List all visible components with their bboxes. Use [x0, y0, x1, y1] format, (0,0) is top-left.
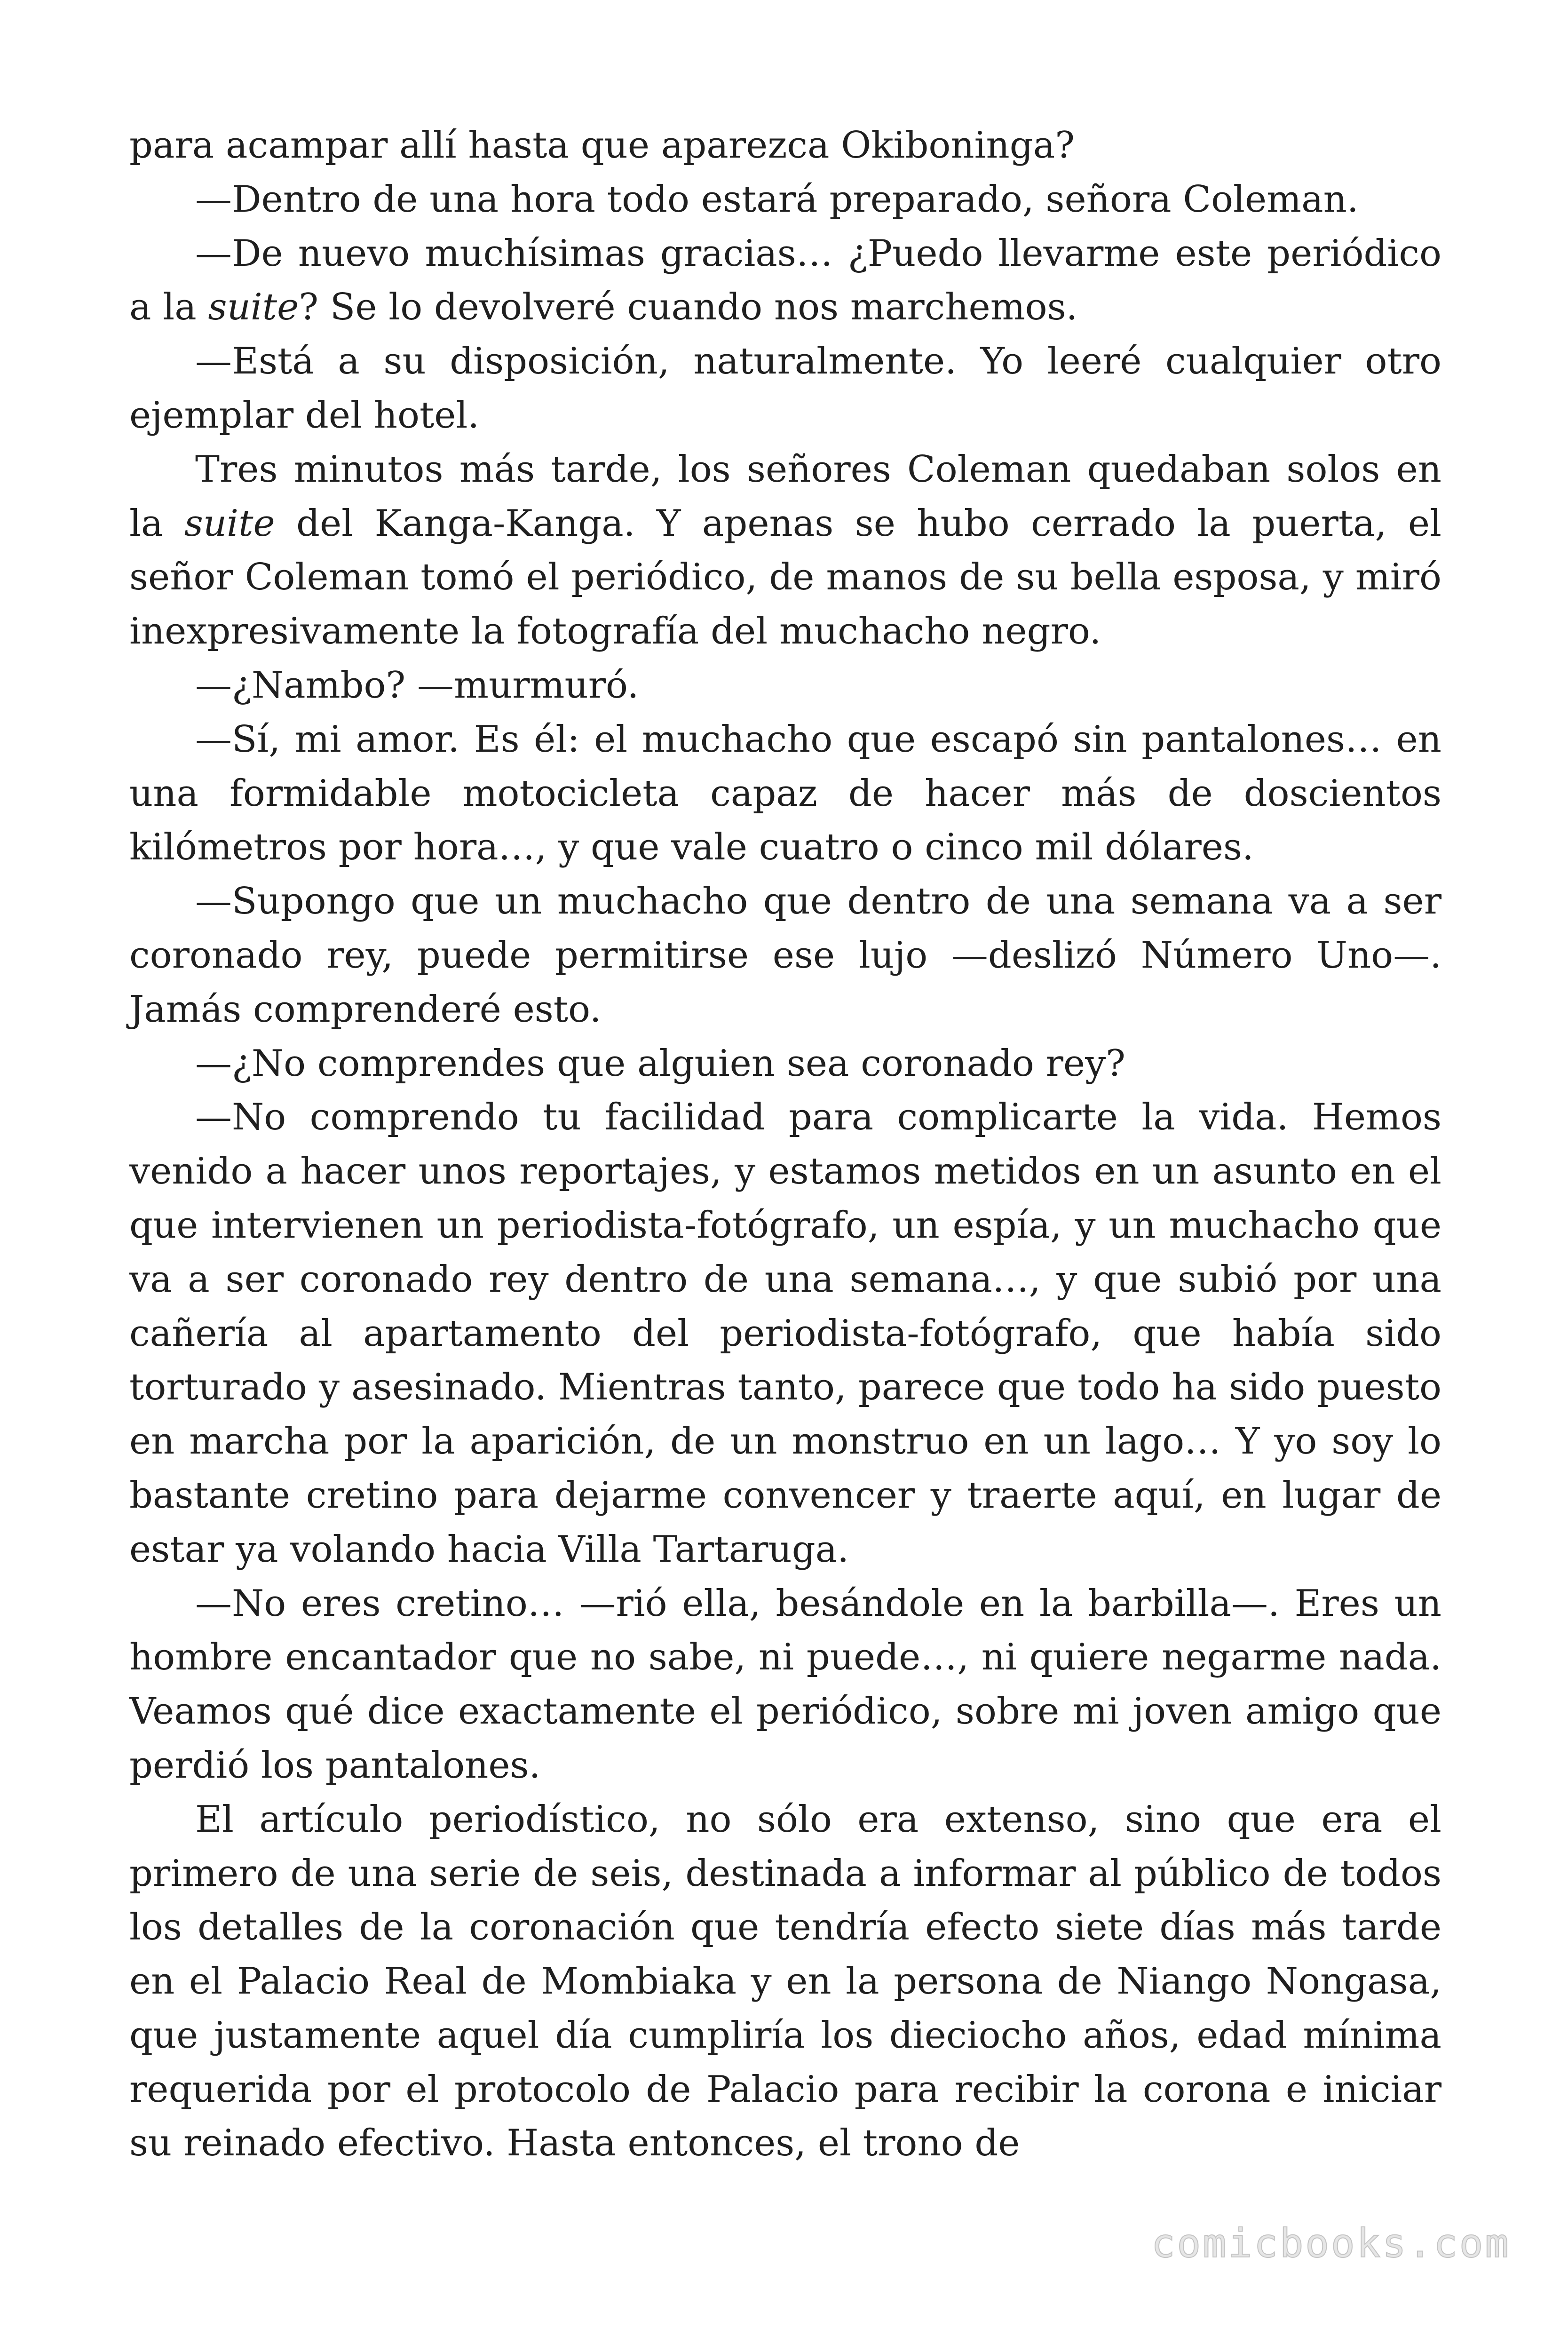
paragraph: —No comprendo tu facilidad para complicarte la vida. Hemos venido a hacer unos reportajes, y estamos metidos en un asunto en el que intervienen un periodista-fotógrafo, un espía, y un muchacho que va a ser coronado rey dentro de una semana…, y que subió por una cañería al apartamento del periodista-fotógrafo, que había sido torturado y asesinado. Mientras tanto, parece que todo ha sido puesto en marcha por la aparición, de un monstruo en un lago… Y yo soy lo bastante cretino para dejarme convencer y traerte aquí, en lugar de estar ya volando hacia Villa Tartaruga. — [129, 1096, 1441, 1571]
paragraph: El artículo periodístico, no sólo era extenso, sino que era el primero de una serie de seis, destinada a informar al público de todos los detalles de la coronación que tendría efecto siete días más tarde en el Palacio Real de Mombiaka y en la persona de Niango Nongasa, que justamente aquel día cumpliría los dieciocho años, edad mínima requerida por el protocolo de Palacio para recibir la corona e iniciar su reinado efectivo. Hasta entonces, el trono de — [129, 1798, 1441, 2165]
paragraph: —Está a su disposición, naturalmente. Yo leeré cualquier otro ejemplar del hotel. — [129, 340, 1441, 437]
paragraph: —Supongo que un muchacho que dentro de una semana va a ser coronado rey, puede permitirse ese lujo —deslizó Número Uno—. Jamás comprenderé esto. — [129, 880, 1441, 1031]
page-body — [129, 119, 1441, 2170]
paragraph: —¿No comprendes que alguien sea coronado rey? — [195, 1042, 1125, 1085]
paragraph: —De nuevo muchísimas gracias… ¿Puedo llevarme este periódico a la suite? Se lo devolveré cuando nos marchemos. — [129, 232, 1441, 329]
paragraph: —Dentro de una hora todo estará preparado, señora Coleman. — [195, 178, 1359, 221]
paragraph: —¿Nambo? —murmuró. — [195, 664, 639, 707]
paragraph: para acampar allí hasta que aparezca Okiboninga? — [129, 124, 1075, 167]
italic-term: suite — [208, 286, 299, 329]
paragraph: Tres minutos más tarde, los señores Coleman quedaban solos en la suite del Kanga-Kanga. Y apenas se hubo cerrado la puerta, el señor Coleman tomó el periódico, de manos de su bella esposa, y miró inexpresivamente la fotografía del muchacho negro. — [129, 448, 1441, 653]
paragraph: —Sí, mi amor. Es él: el muchacho que escapó sin pantalones… en una formidable motocicleta capaz de hacer más de doscientos kilómetros por hora…, y que vale cuatro o cinco mil dólares. — [129, 718, 1441, 869]
italic-term: suite — [184, 502, 275, 545]
watermark: comicbooks.com — [1151, 2220, 1511, 2266]
paragraph: —No eres cretino… —rió ella, besándole en la barbilla—. Eres un hombre encantador que no sabe, ni puede…, ni quiere negarme nada. Veamos qué dice exactamente el periódico, sobre mi joven amigo que perdió los pantalones. — [129, 1582, 1441, 1787]
